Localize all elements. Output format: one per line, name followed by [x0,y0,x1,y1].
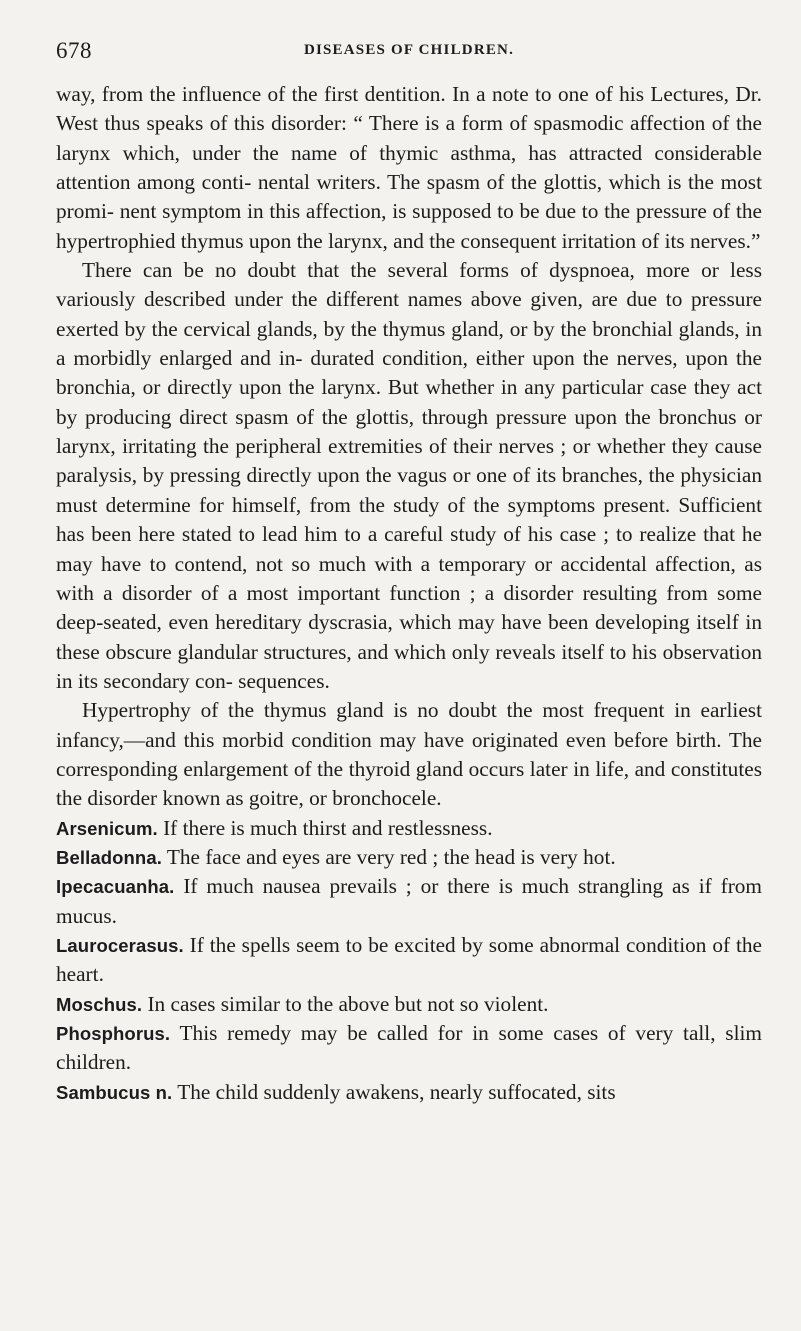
remedy-text: If much nausea prevails ; or there is much strangling as if from mucus. [56,874,762,928]
remedy-ipecacuanha [56,872,762,931]
remedy-text: The face and eyes are very red ; the head is very hot. [161,844,616,869]
remedy-text: If there is much thirst and restlessness. [157,815,493,840]
remedy-name: Laurocerasus. [56,934,184,956]
remedy-sambucus [56,1078,762,1107]
remedy-text: The child suddenly awakens, nearly suffocated, sits [172,1079,616,1104]
remedy-name: Belladonna. [56,846,162,868]
remedy-name: Arsenicum. [56,817,158,839]
page-number: 678 [56,38,92,63]
paragraph-dyspnoea: There can be no doubt that the several forms of dyspnoea, more or less variously described under the different names above given, are due to pressure exerted by the cervical glands, by the thymus gland, or by the bronchial glands, in a morbidly enlarged and in- durated condition, either upon the nerves, upon the bronchia, or directly upon the larynx. But whether in any particular case they act by producing direct spasm of the glottis, through pressure upon the bronchus or larynx, irritating the peripheral extremities of their nerves ; or whether they cause paralysis, by pressing directly upon the vagus or one of its branches, the physician must determine for himself, from the study of the symptoms present. Sufficient has been here stated to lead him to a careful study of his case ; to realize that he may have to contend, not so much with a temporary or accidental affection, as with a disorder of a most important function ; a disorder resulting from some deep-seated, even hereditary dyscrasia, which may have been developing itself in these obscure glandular structures, and which only reveals itself to his observation in its secondary con- sequences. [56,258,762,693]
remedy-name: Moschus. [56,993,143,1015]
book-page [56,38,762,1107]
remedy-text: This remedy may be called for in some cases of very tall, slim children. [56,1021,762,1075]
remedy-name: Ipecacuanha. [56,876,175,898]
remedy-text: In cases similar to the above but not so violent. [142,991,549,1016]
page-header [56,38,762,68]
remedy-belladonna [56,843,762,872]
remedy-name: Sambucus n. [56,1081,173,1103]
remedy-phosphorus [56,1019,762,1078]
remedy-laurocerasus [56,931,762,990]
remedy-arsenicum [56,814,762,843]
body-text [56,80,762,1107]
paragraph-hypertrophy: Hypertrophy of the thymus gland is no doubt the most frequent in earliest infancy,—and this morbid condition may have originated even before birth. The corresponding enlargement of the thyroid gland occurs later in life, and constitutes the disorder known as goitre, or bronchocele. [56,698,762,811]
remedy-text: If the spells seem to be excited by some abnormal condition of the heart. [56,932,762,987]
remedy-moschus [56,990,762,1019]
running-head: DISEASES OF CHILDREN. [303,42,515,58]
remedy-name: Phosphorus. [56,1023,171,1044]
paragraph-continuation: way, from the influence of the first dentition. In a note to one of his Lectures, Dr. West thus speaks of this disorder: “ There is a form of spasmodic affection of the larynx which, under the name of thymic asthma, has attracted considerable attention among conti- nental writers. The spasm of the glottis, which is the most promi- nent symptom in this affection, is supposed to be due to the pressure of the hypertrophied thymus upon the larynx, and the consequent irritation of its nerves.” [56,82,762,253]
